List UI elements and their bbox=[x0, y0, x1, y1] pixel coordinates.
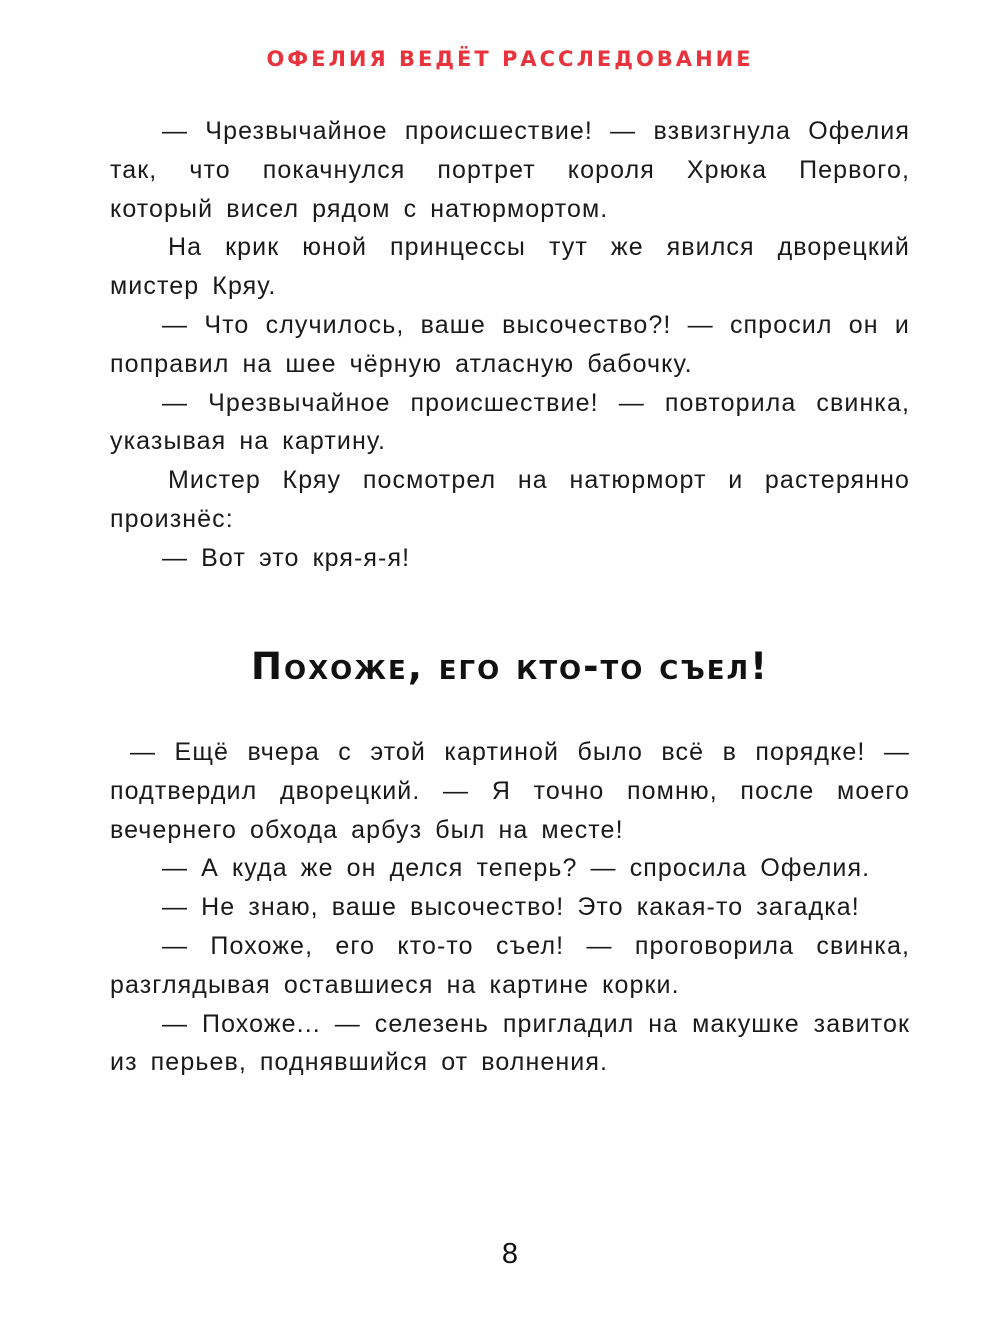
section-heading: Похоже, его кто-то съел! bbox=[251, 645, 769, 688]
paragraph: — Чрезвычайное происшествие! — взвизгнула Офелия так, что покачнулся портрет короля Хрюка Первого, который висел рядом с натюрмортом. bbox=[110, 117, 910, 223]
paragraph: — Похоже... — селезень пригладил на макушке завиток из перьев, поднявшийся от волнения. bbox=[110, 1009, 910, 1077]
section-two-text bbox=[110, 733, 910, 1082]
page-number: 8 bbox=[501, 1238, 519, 1270]
paragraph: — Что случилось, ваше высочество?! — спросил он и поправил на шее чёрную атласную бабочку. bbox=[110, 310, 910, 378]
paragraph: — Похоже, его кто-то съел! — проговорила свинка, разглядывая оставшиеся на картине корки. bbox=[110, 931, 910, 999]
paragraph: — А куда же он делся теперь? — спросила Офелия. bbox=[162, 854, 871, 883]
paragraph: — Чрезвычайное происшествие! — повторила свинка, указывая на картину. bbox=[110, 388, 910, 456]
paragraph: Мистер Кряу посмотрел на натюрморт и растерянно произнёс: bbox=[110, 466, 910, 533]
paragraph: — Не знаю, ваше высочество! Это какая-то загадка! bbox=[162, 893, 860, 922]
running-header: ОФЕЛИЯ ВЕДЁТ РАССЛЕДОВАНИЕ bbox=[266, 47, 754, 71]
paragraph: — Вот это кря-я-я! bbox=[162, 543, 411, 572]
paragraph: — Ещё вчера с этой картиной было всё в порядке! — подтвердил дворецкий. — Я точно помню, после моего вечернего обхода арбуз был на месте! bbox=[110, 738, 910, 844]
paragraph: На крик юной принцессы тут же явился дворецкий мистер Кряу. bbox=[110, 233, 910, 301]
section-one-text bbox=[110, 112, 910, 578]
